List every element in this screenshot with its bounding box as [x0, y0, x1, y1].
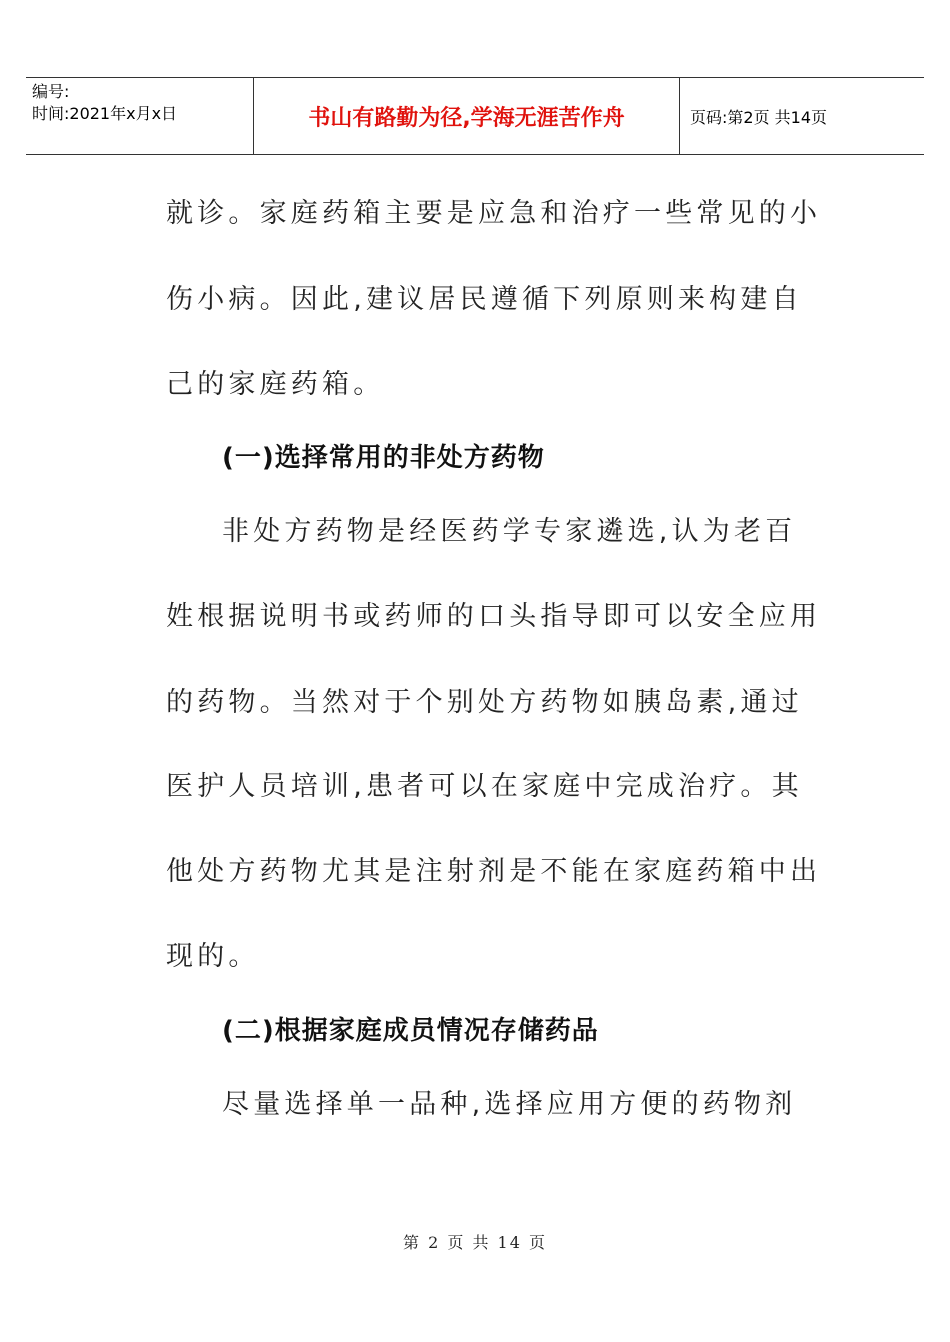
body-line: 就诊。家庭药箱主要是应急和治疗一些常见的小	[166, 198, 822, 229]
body-line: 现的。	[166, 941, 260, 972]
body-line: 非处方药物是经医药学专家遴选,认为老百	[222, 516, 797, 547]
document-time-label: 时间:2021年x月x日	[32, 104, 178, 123]
body-line: 伤小病。因此,建议居民遵循下列原则来构建自	[166, 284, 803, 315]
header-info-cell	[26, 78, 254, 154]
header-page-info: 页码:第2页 共14页	[690, 107, 828, 127]
document-number-label: 编号:	[32, 82, 70, 101]
section-heading-2: (二)根据家庭成员情况存储药品	[222, 1016, 599, 1046]
page-header	[26, 77, 924, 155]
header-motto: 书山有路勤为径,学海无涯苦作舟	[308, 105, 625, 131]
body-line: 己的家庭药箱。	[166, 369, 385, 400]
page-footer: 第 2 页 共 14 页	[403, 1233, 547, 1252]
body-line: 的药物。当然对于个别处方药物如胰岛素,通过	[166, 687, 803, 718]
body-line: 尽量选择单一品种,选择应用方便的药物剂	[222, 1089, 797, 1120]
section-heading-1: (一)选择常用的非处方药物	[222, 443, 545, 473]
body-line: 姓根据说明书或药师的口头指导即可以安全应用	[166, 601, 822, 632]
body-line: 医护人员培训,患者可以在家庭中完成治疗。其	[166, 771, 803, 802]
body-line: 他处方药物尤其是注射剂是不能在家庭药箱中出	[166, 856, 822, 887]
header-motto-cell	[254, 78, 680, 154]
header-page-cell	[680, 78, 924, 154]
